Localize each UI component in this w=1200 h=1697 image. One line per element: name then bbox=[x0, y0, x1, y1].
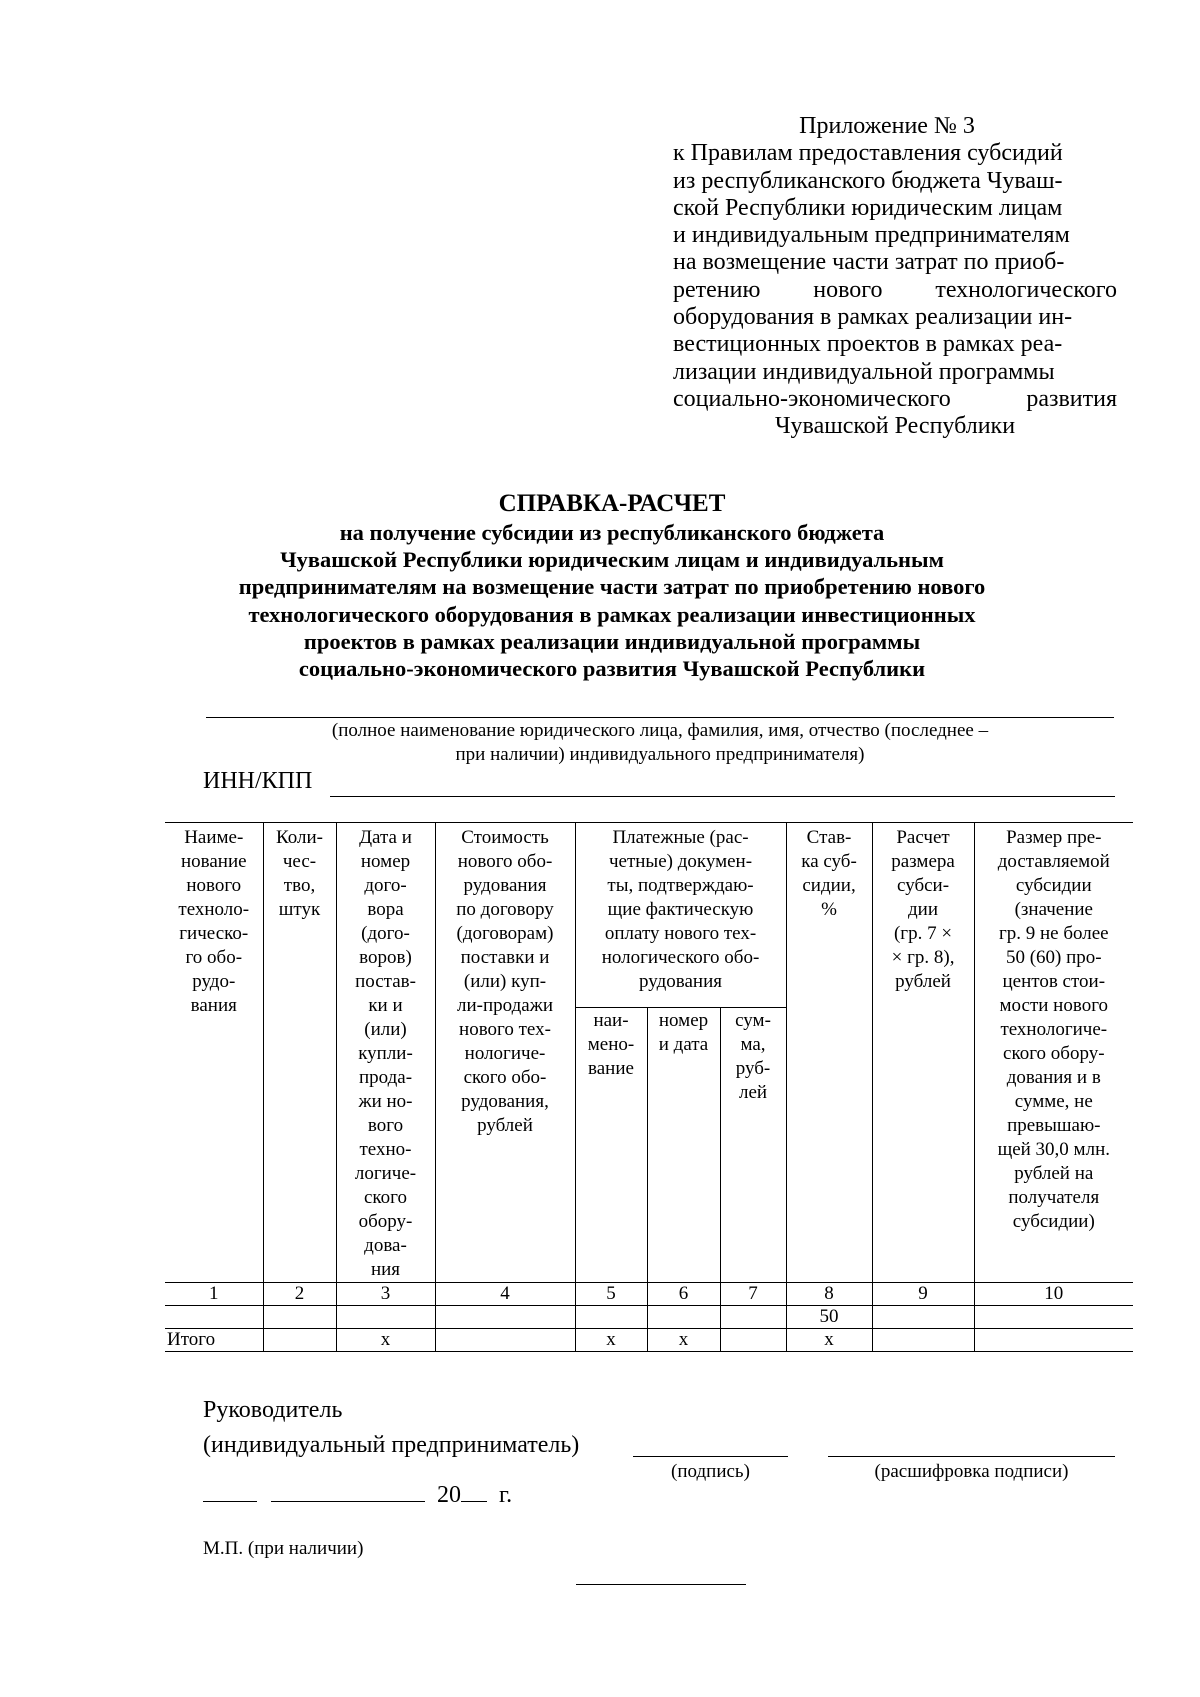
header-cell: сум- ма, руб- лей bbox=[720, 1008, 786, 1283]
heading-line: Чувашской Республики юридическим лицам и индивидуальным bbox=[280, 547, 944, 573]
table-cell: х bbox=[647, 1329, 720, 1352]
date-row bbox=[203, 1477, 512, 1512]
signature-decode-caption: (расшифровка подписи) bbox=[874, 1461, 1069, 1482]
table-cell[interactable] bbox=[336, 1306, 435, 1329]
table-cell[interactable] bbox=[872, 1306, 974, 1329]
org-caption-line: при наличии) индивидуального предпринимателя) bbox=[455, 743, 865, 765]
signature-line2: (индивидуальный предприниматель) bbox=[203, 1432, 580, 1458]
table-cell[interactable] bbox=[647, 1306, 720, 1329]
table-cell[interactable] bbox=[435, 1306, 575, 1329]
signature-label bbox=[203, 1393, 579, 1463]
signature-decode-field[interactable] bbox=[828, 1456, 1115, 1457]
column-number: 3 bbox=[336, 1283, 435, 1306]
table-cell: х bbox=[575, 1329, 647, 1352]
heading-line: на получение субсидии из республиканского бюджета bbox=[339, 520, 885, 545]
header-cell: Размер пре- доставляемой субсидии (значение гр. 9 не более 50 (60) про- центов стои- мости нового технологиче- ского обору- дования и в сумме, не превышаю- щей 30,0 млн. рублей на получателя субсидии) bbox=[974, 823, 1133, 1283]
date-year-prefix: 20 bbox=[437, 1482, 461, 1508]
column-number: 4 bbox=[435, 1283, 575, 1306]
appendix-line: ской Республики юридическим лицам bbox=[673, 194, 1063, 221]
appendix-title: Приложение № 3 bbox=[799, 113, 975, 139]
appendix-line: на возмещение части затрат по приоб- bbox=[673, 249, 1065, 276]
appendix-text bbox=[673, 140, 1117, 413]
signature-line1: Руководитель bbox=[203, 1397, 343, 1423]
table-cell[interactable] bbox=[263, 1306, 336, 1329]
table-cell[interactable] bbox=[435, 1329, 575, 1352]
header-cell: Коли- чес- тво, штук bbox=[263, 823, 336, 1283]
table-cell[interactable] bbox=[720, 1306, 786, 1329]
header-cell: номер и дата bbox=[647, 1008, 720, 1283]
header-cell: Став- ка суб- сидии, % bbox=[786, 823, 872, 1283]
header-cell: Стоимость нового обо- рудования по договору (договорам) поставки и (или) куп- ли-продажи нового тех- нологиче- ского обо- рудования, рублей bbox=[435, 823, 575, 1283]
column-number: 7 bbox=[720, 1283, 786, 1306]
table-cell[interactable] bbox=[263, 1329, 336, 1352]
table-cell: 50 bbox=[786, 1306, 872, 1329]
inn-field[interactable] bbox=[330, 796, 1115, 797]
heading-line: проектов в рамках реализации индивидуальной программы bbox=[303, 628, 921, 654]
heading-line: технологического оборудования в рамках реализации инвестиционных bbox=[248, 601, 976, 627]
table-cell[interactable] bbox=[165, 1306, 263, 1329]
org-name-field[interactable] bbox=[206, 717, 1114, 718]
header-cell: Наиме- нование нового техноло- гическо- го обо- рудо- вания bbox=[165, 823, 263, 1283]
total-row bbox=[165, 1329, 1133, 1352]
org-name-caption bbox=[206, 719, 1114, 766]
heading-line: социально-экономического развития Чувашской Республики bbox=[298, 656, 926, 682]
appendix-line: из республиканского бюджета Чуваш- bbox=[673, 167, 1063, 194]
appendix-block bbox=[673, 113, 1117, 441]
column-number: 1 bbox=[165, 1283, 263, 1306]
table-row bbox=[165, 1306, 1133, 1329]
table-cell[interactable] bbox=[575, 1306, 647, 1329]
stamp-note: М.П. (при наличии) bbox=[203, 1538, 364, 1559]
calculation-table bbox=[165, 822, 1133, 1352]
appendix-last-line: Чувашской Республики bbox=[774, 413, 1016, 440]
signature-field[interactable] bbox=[633, 1456, 788, 1457]
document-heading bbox=[140, 488, 1084, 682]
signature-caption: (подпись) bbox=[671, 1461, 750, 1482]
date-year-field[interactable] bbox=[461, 1477, 487, 1502]
appendix-line: и индивидуальным предпринимателям bbox=[673, 222, 1070, 249]
inn-label: ИНН/КПП bbox=[203, 768, 313, 794]
table-cell[interactable] bbox=[974, 1329, 1133, 1352]
date-suffix: г. bbox=[499, 1482, 513, 1508]
org-caption-line: (полное наименование юридического лица, фамилия, имя, отчество (последнее – bbox=[331, 720, 989, 741]
heading-line: предпринимателям на возмещение части затрат по приобретению нового bbox=[238, 574, 986, 600]
table-cell: х bbox=[786, 1329, 872, 1352]
column-number-row bbox=[165, 1283, 1133, 1306]
table-cell[interactable] bbox=[974, 1306, 1133, 1329]
column-number: 8 bbox=[786, 1283, 872, 1306]
appendix-line: к Правилам предоставления субсидий bbox=[673, 140, 1063, 167]
end-divider bbox=[576, 1584, 746, 1585]
total-label: Итого bbox=[165, 1329, 263, 1352]
header-cell-group: Платежные (рас- четные) докумен- ты, подтверждаю- щие фактическую оплату нового тех- нологического обо- рудования bbox=[575, 823, 786, 1008]
header-cell: Расчет размера субси- дии (гр. 7 × × гр. 8), рублей bbox=[872, 823, 974, 1283]
appendix-line: ретению нового технологического bbox=[673, 276, 1117, 303]
table-cell[interactable] bbox=[872, 1329, 974, 1352]
date-month-field[interactable] bbox=[271, 1477, 425, 1502]
header-cell: наи- мено- вание bbox=[575, 1008, 647, 1283]
table-cell[interactable] bbox=[720, 1329, 786, 1352]
table-cell: х bbox=[336, 1329, 435, 1352]
appendix-line: социально-экономического развития bbox=[673, 385, 1117, 412]
document-title: СПРАВКА-РАСЧЕТ bbox=[498, 490, 726, 517]
appendix-line: вестиционных проектов в рамках реа- bbox=[673, 331, 1063, 358]
column-number: 5 bbox=[575, 1283, 647, 1306]
header-cell: Дата и номер дого- вора (дого- воров) постав- ки и (или) купли- прода- жи но- вого техно- логиче- ского обору- дова- ния bbox=[336, 823, 435, 1283]
column-number: 10 bbox=[974, 1283, 1133, 1306]
column-number: 6 bbox=[647, 1283, 720, 1306]
appendix-line: лизации индивидуальной программы bbox=[673, 358, 1055, 385]
column-number: 9 bbox=[872, 1283, 974, 1306]
appendix-line: оборудования в рамках реализации ин- bbox=[673, 304, 1073, 331]
column-number: 2 bbox=[263, 1283, 336, 1306]
date-day-field[interactable] bbox=[203, 1477, 257, 1502]
